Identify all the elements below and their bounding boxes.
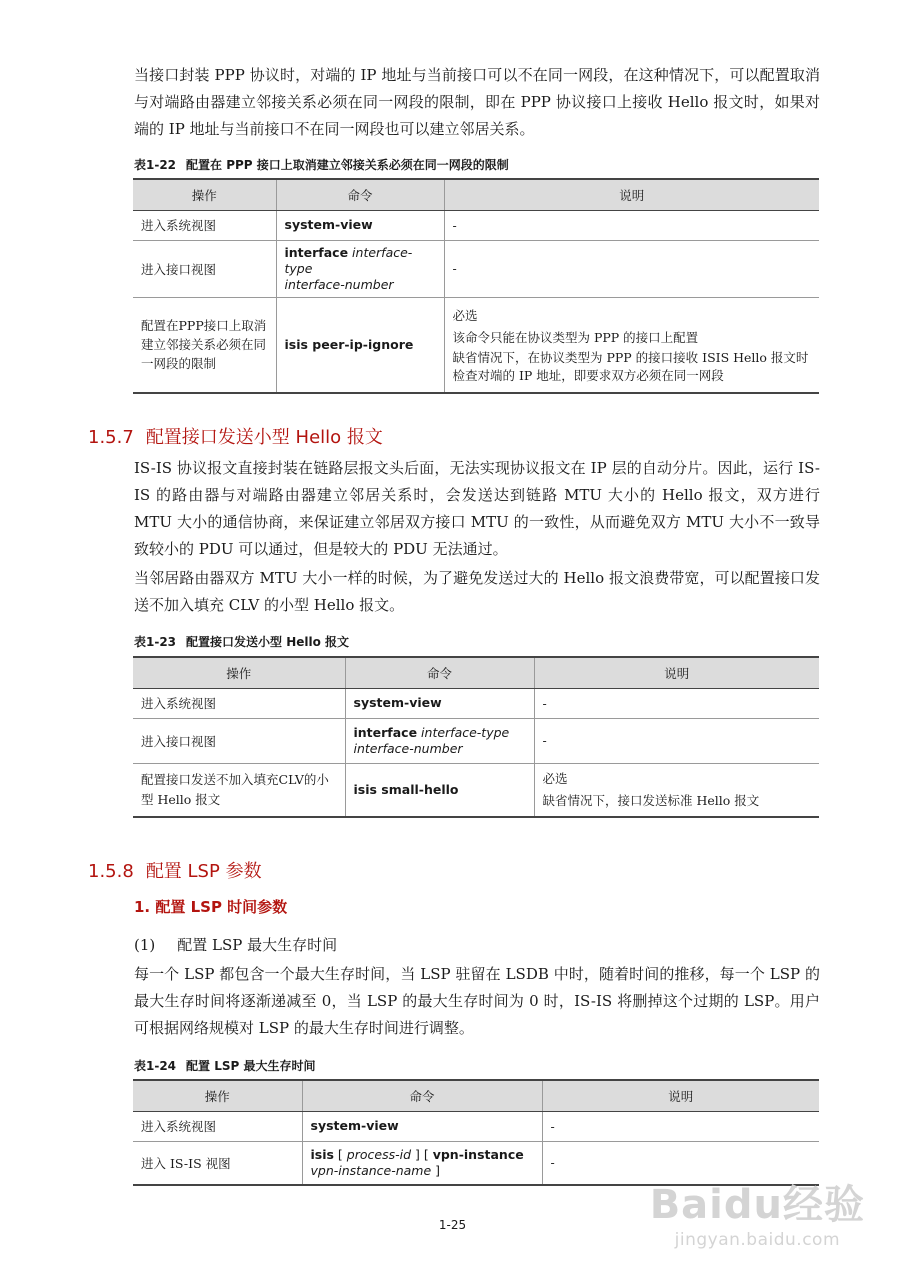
cmd-cell xyxy=(276,297,444,393)
command-keyword: system-view xyxy=(353,695,442,710)
op-cell: 进入系统视图 xyxy=(133,210,276,240)
op-cell: 进入接口视图 xyxy=(133,240,276,297)
section-1-5-7-heading xyxy=(88,423,383,449)
list-item-heading xyxy=(134,934,337,955)
caption-number: 表1-23 xyxy=(134,635,177,649)
desc-cell: - xyxy=(444,240,819,297)
command-argument: vpn-instance-name xyxy=(310,1162,432,1178)
desc-cell xyxy=(534,763,819,817)
table-row xyxy=(133,688,819,718)
desc-required: 必选 xyxy=(542,770,568,786)
op-cell: 配置接口发送不加入填充CLV的小型 Hello 报文 xyxy=(133,763,345,817)
table-row xyxy=(133,718,819,763)
header-description: 说明 xyxy=(444,179,819,210)
desc-cell: - xyxy=(542,1141,819,1185)
command-keyword: isis peer-ip-ignore xyxy=(284,336,414,352)
header-description: 说明 xyxy=(534,657,819,688)
header-operation: 操作 xyxy=(133,179,276,210)
baidu-watermark xyxy=(650,1173,865,1250)
section-title: 配置接口发送小型 Hello 报文 xyxy=(145,427,383,448)
cmd-cell xyxy=(302,1141,542,1185)
op-cell: 进入系统视图 xyxy=(133,1111,302,1141)
caption-text: 配置接口发送小型 Hello 报文 xyxy=(186,635,350,649)
table-row xyxy=(133,763,819,817)
section-1-5-8-heading xyxy=(88,857,262,883)
section-number: 1.5.8 xyxy=(88,861,134,882)
command-argument: process-id xyxy=(346,1146,412,1162)
caption-text: 配置在 PPP 接口上取消建立邻接关系必须在同一网段的限制 xyxy=(186,158,509,172)
table-row xyxy=(133,297,819,393)
desc-cell xyxy=(444,297,819,393)
command-punct: ] xyxy=(431,1162,441,1178)
op-cell: 进入系统视图 xyxy=(133,688,345,718)
cmd-cell xyxy=(345,718,534,763)
desc-default: 缺省情况下，在协议类型为 PPP 的接口接收 ISIS Hello 报文时检查对端的 IP 地址，即要求双方必须在同一网段 xyxy=(452,349,809,383)
table-row xyxy=(133,240,819,297)
command-keyword: system-view xyxy=(310,1118,399,1133)
op-cell: 配置在PPP接口上取消建立邻接关系必须在同一网段的限制 xyxy=(133,297,276,393)
table-22 xyxy=(133,178,819,394)
table-row xyxy=(133,210,819,240)
caption-number: 表1-24 xyxy=(134,1059,177,1073)
header-command: 命令 xyxy=(345,657,534,688)
command-keyword: isis small-hello xyxy=(353,781,459,797)
table-header-row xyxy=(133,1080,819,1111)
header-command: 命令 xyxy=(302,1080,542,1111)
section-1-5-7-paragraph-1: IS-IS 协议报文直接封装在链路层报文头后面，无法实现协议报文在 IP 层的自动分片。因此，运行 IS-IS 的路由器与对端路由器建立邻居关系时，会发送达到链路 MTU 大小的 Hello 报文，双方进行 MTU 大小的通信协商，来保证建立邻居双方接口 MTU 的一致性，从而避免双方 MTU 大小不一致导致较小的 PDU 可以通过，但是较大的 PDU 无法通过。 xyxy=(134,459,820,558)
command-argument: interface-number xyxy=(353,740,463,756)
desc-default: 缺省情况下，接口发送标准 Hello 报文 xyxy=(542,792,760,808)
command-keyword: vpn-instance xyxy=(432,1146,524,1162)
table-22-caption xyxy=(134,156,509,173)
desc-cell: - xyxy=(534,688,819,718)
caption-number: 表1-22 xyxy=(134,158,177,172)
command-argument: interface-type xyxy=(284,244,413,276)
table-23 xyxy=(133,656,819,818)
cmd-cell xyxy=(345,688,534,718)
table-24-caption xyxy=(134,1057,315,1074)
watermark-brand: Baidu经验 xyxy=(649,1182,865,1228)
header-command: 命令 xyxy=(276,179,444,210)
cmd-cell xyxy=(276,240,444,297)
header-operation: 操作 xyxy=(133,657,345,688)
header-description: 说明 xyxy=(542,1080,819,1111)
command-argument: interface-type xyxy=(421,724,510,740)
command-punct: [ xyxy=(333,1146,347,1162)
item-number: (1) xyxy=(134,936,156,954)
table-header-row xyxy=(133,179,819,210)
cmd-cell xyxy=(345,763,534,817)
section-number: 1.5.7 xyxy=(88,427,134,448)
command-keyword: interface xyxy=(284,244,349,260)
table-24 xyxy=(133,1079,819,1186)
command-argument: interface-number xyxy=(284,276,394,292)
desc-cell: - xyxy=(542,1111,819,1141)
command-keyword: isis xyxy=(310,1146,334,1162)
cmd-cell xyxy=(302,1111,542,1141)
item-text: 配置 LSP 最大生存时间 xyxy=(177,936,338,954)
op-cell: 进入 IS-IS 视图 xyxy=(133,1141,302,1185)
op-cell: 进入接口视图 xyxy=(133,718,345,763)
command-keyword: system-view xyxy=(284,217,373,232)
desc-cell: - xyxy=(444,210,819,240)
header-operation: 操作 xyxy=(133,1080,302,1111)
desc-required: 必选 xyxy=(452,307,478,323)
desc-cell: - xyxy=(534,718,819,763)
table-23-caption xyxy=(134,633,349,650)
command-keyword: interface xyxy=(353,724,418,740)
cmd-cell xyxy=(276,210,444,240)
caption-text: 配置 LSP 最大生存时间 xyxy=(186,1059,316,1073)
watermark-url: jingyan.baidu.com xyxy=(674,1230,841,1250)
desc-note: 该命令只能在协议类型为 PPP 的接口上配置 xyxy=(452,329,699,345)
table-header-row xyxy=(133,657,819,688)
section-title: 配置 LSP 参数 xyxy=(145,861,262,882)
section-1-5-7-paragraph-2: 当邻居路由器双方 MTU 大小一样的时候，为了避免发送过大的 Hello 报文浪费带宽，可以配置接口发送不加入填充 CLV 的小型 Hello 报文。 xyxy=(134,569,820,614)
page-number: 1-25 xyxy=(438,1218,467,1232)
section-1-5-8-paragraph-1: 每一个 LSP 都包含一个最大生存时间，当 LSP 驻留在 LSDB 中时，随着时间的推移，每一个 LSP 的最大生存时间将逐渐递减至 0，当 LSP 的最大生存时间为 0 时，IS-IS 将删掉这个过期的 LSP。用户可根据网络规模对 LSP 的最大生存时间进行调整。 xyxy=(134,965,820,1037)
intro-paragraph: 当接口封装 PPP 协议时，对端的 IP 地址与当前接口可以不在同一网段，在这种情况下，可以配置取消与对端路由器建立邻接关系必须在同一网段的限制，即在 PPP 协议接口上接收 Hello 报文时，如果对端的 IP 地址与当前接口不在同一网段也可以建立邻居关系。 xyxy=(134,66,820,138)
subsection-heading: 1. 配置 LSP 时间参数 xyxy=(134,898,288,916)
table-row xyxy=(133,1111,819,1141)
command-punct: ] [ xyxy=(411,1146,433,1162)
